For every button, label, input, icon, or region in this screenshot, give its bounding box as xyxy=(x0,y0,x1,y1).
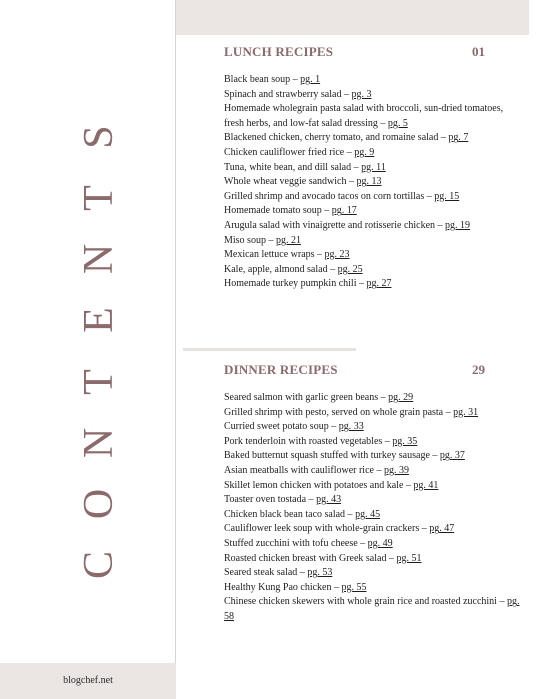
dinner-page-number: 29 xyxy=(472,362,485,377)
page-link[interactable]: pg. 37 xyxy=(439,450,465,462)
page-link[interactable]: pg. 27 xyxy=(366,278,392,290)
recipe-entry xyxy=(224,449,524,464)
contents-letter: N xyxy=(76,427,122,458)
recipe-name: Spinach and strawberry salad – xyxy=(224,88,352,100)
lunch-section xyxy=(224,44,524,292)
page-link[interactable]: pg. 43 xyxy=(316,494,342,506)
contents-title xyxy=(76,116,122,586)
recipe-entry xyxy=(224,537,524,552)
recipe-name: Pork tenderloin with roasted vegetables – xyxy=(224,435,393,447)
recipe-entry xyxy=(224,420,524,435)
recipe-entry xyxy=(224,464,524,479)
page-link[interactable]: pg. 39 xyxy=(383,464,409,476)
recipe-name: Grilled shrimp and avocado tacos on corn tortillas – xyxy=(224,190,435,202)
lunch-page-number: 01 xyxy=(472,44,485,59)
recipe-name: Stuffed zucchini with tofu cheese – xyxy=(224,537,368,549)
section-divider xyxy=(183,348,356,351)
recipe-name: Tuna, white bean, and dill salad – xyxy=(224,161,362,173)
recipe-name: Blackened chicken, cherry tomato, and romaine salad – xyxy=(224,132,449,144)
page-link[interactable]: pg. 31 xyxy=(453,406,479,418)
lunch-title: LUNCH RECIPES xyxy=(224,44,334,59)
recipe-name: Toaster oven tostada – xyxy=(224,494,317,506)
recipe-name: Whole wheat veggie sandwich – xyxy=(224,176,357,188)
recipe-name: Seared steak salad – xyxy=(224,567,308,579)
contents-letter: S xyxy=(76,125,122,149)
page-link[interactable]: pg. 3 xyxy=(351,88,372,100)
site-label: blogchef.net xyxy=(63,675,113,686)
page-link[interactable]: pg. 23 xyxy=(324,249,350,261)
dinner-header xyxy=(224,362,524,382)
recipe-name: Homemade turkey pumpkin chili – xyxy=(224,278,367,290)
page-link[interactable]: pg. 45 xyxy=(355,508,381,520)
recipe-name: Black bean soup – xyxy=(224,74,301,85)
recipe-name: Skillet lemon chicken with potatoes and kale – xyxy=(224,479,414,491)
page-link[interactable]: pg. 11 xyxy=(361,161,386,173)
recipe-name: Kale, apple, almond salad – xyxy=(224,263,338,275)
recipe-name: Asian meatballs with cauliflower rice – xyxy=(224,464,384,476)
page-link[interactable]: pg. 25 xyxy=(337,263,363,275)
recipe-entry xyxy=(224,552,524,567)
contents-letter: E xyxy=(76,307,122,334)
recipe-name: Homemade wholegrain pasta salad with broccoli, sun-dried tomatoes, fresh herbs, and low-fat salad dressing – xyxy=(224,103,504,129)
page-link[interactable]: pg. 29 xyxy=(388,392,414,403)
recipe-entry xyxy=(224,248,524,263)
page-link[interactable]: pg. 49 xyxy=(367,537,393,549)
sidebar xyxy=(0,0,176,699)
recipe-entry xyxy=(224,190,524,205)
recipe-name: Curried sweet potato soup – xyxy=(224,421,339,433)
recipe-name: Mexican lettuce wraps – xyxy=(224,249,325,261)
page-link[interactable]: pg. 51 xyxy=(396,552,422,564)
contents-letter: T xyxy=(76,185,122,211)
recipe-entry xyxy=(224,161,524,176)
contents-letter: T xyxy=(76,368,122,395)
recipe-name: Arugula salad with vinaigrette and rotisserie chicken – xyxy=(224,219,446,231)
recipe-entry xyxy=(224,435,524,450)
page-link[interactable]: pg. 41 xyxy=(413,479,439,491)
recipe-entry xyxy=(224,234,524,249)
page-link[interactable]: pg. 58 xyxy=(224,596,520,622)
page-link[interactable]: pg. 5 xyxy=(387,117,408,129)
recipe-entry xyxy=(224,175,524,190)
recipe-name: Cauliflower leek soup with whole-grain crackers – xyxy=(224,523,430,535)
recipe-name: Seared salmon with garlic green beans – xyxy=(224,392,389,403)
contents-letter: C xyxy=(76,550,122,579)
page-link[interactable]: pg. 9 xyxy=(354,146,375,158)
page-link[interactable]: pg. 7 xyxy=(448,132,469,144)
recipe-entry xyxy=(224,204,524,219)
recipe-name: Healthy Kung Pao chicken – xyxy=(224,581,342,593)
page-link[interactable]: pg. 13 xyxy=(356,176,382,188)
page-link[interactable]: pg. 19 xyxy=(445,219,471,231)
dinner-section xyxy=(224,362,524,625)
recipe-entry xyxy=(224,479,524,494)
recipe-entry xyxy=(224,73,524,88)
page-link[interactable]: pg. 1 xyxy=(300,74,321,85)
recipe-name: Miso soup – xyxy=(224,234,276,246)
page-link[interactable]: pg. 15 xyxy=(434,190,460,202)
recipe-entry xyxy=(224,219,524,234)
recipe-entry xyxy=(224,581,524,596)
dinner-title: DINNER RECIPES xyxy=(224,362,338,377)
recipe-entry xyxy=(224,566,524,581)
recipe-entry xyxy=(224,131,524,146)
recipe-entry xyxy=(224,595,524,624)
recipe-entry xyxy=(224,263,524,278)
recipe-entry xyxy=(224,493,524,508)
recipe-name: Baked butternut squash stuffed with turkey sausage – xyxy=(224,450,440,462)
recipe-name: Chinese chicken skewers with whole grain rice and roasted zucchini – xyxy=(224,596,507,608)
recipe-entry xyxy=(224,88,524,103)
page-link[interactable]: pg. 33 xyxy=(338,421,364,433)
contents-letter: O xyxy=(76,488,122,520)
recipe-entry xyxy=(224,508,524,523)
contents-letter: N xyxy=(76,244,122,275)
page-link[interactable]: pg. 21 xyxy=(275,234,301,246)
recipe-name: Homemade tomato soup – xyxy=(224,205,332,217)
page-link[interactable]: pg. 53 xyxy=(307,567,333,579)
top-band xyxy=(176,0,529,35)
recipe-entry xyxy=(224,146,524,161)
page-link[interactable]: pg. 47 xyxy=(429,523,455,535)
recipe-name: Grilled shrimp with pesto, served on whole grain pasta – xyxy=(224,406,454,418)
lunch-list xyxy=(224,73,524,292)
recipe-name: Chicken black bean taco salad – xyxy=(224,508,356,520)
dinner-list xyxy=(224,391,524,625)
recipe-entry xyxy=(224,522,524,537)
recipe-entry xyxy=(224,391,524,406)
recipe-name: Roasted chicken breast with Greek salad – xyxy=(224,552,397,564)
recipe-entry xyxy=(224,277,524,292)
page-link[interactable]: pg. 55 xyxy=(341,581,367,593)
page-link[interactable]: pg. 17 xyxy=(331,205,357,217)
page-link[interactable]: pg. 35 xyxy=(392,435,418,447)
lunch-header xyxy=(224,44,524,64)
recipe-entry xyxy=(224,406,524,421)
recipe-name: Chicken cauliflower fried rice – xyxy=(224,146,355,158)
recipe-entry xyxy=(224,102,524,131)
